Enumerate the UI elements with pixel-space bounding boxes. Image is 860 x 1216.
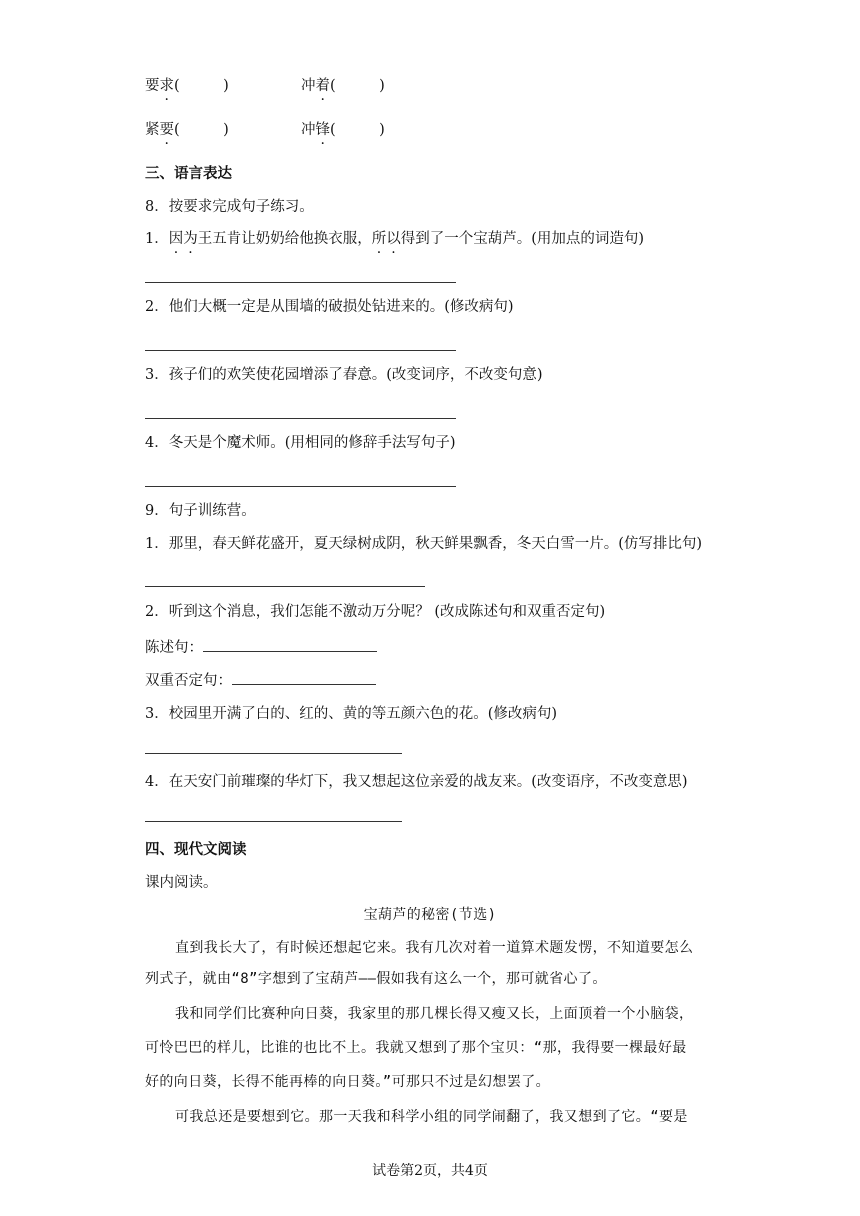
answer-line[interactable] — [145, 586, 425, 587]
vocab-item-chongzhe: 冲着( ) — [301, 78, 385, 94]
answer-line[interactable] — [232, 670, 376, 685]
dotted-char: 为 — [183, 231, 198, 247]
answer-line[interactable] — [145, 821, 402, 822]
section-heading-3: 三、语言表达 — [145, 166, 232, 182]
reading-intro: 课内阅读。 — [145, 875, 218, 891]
answer-line[interactable] — [145, 282, 456, 283]
double-negative-answer: 双重否定句： — [145, 670, 376, 691]
dotted-char: 因 — [168, 231, 184, 247]
passage-title: 宝葫芦的秘密(节选) — [363, 907, 497, 923]
page-footer: 试卷第2页，共4页 — [372, 1163, 488, 1179]
question-8-1: 1．因为王五肯让奶奶给他换衣服，所以得到了一个宝葫芦。(用加点的词造句) — [145, 231, 645, 247]
declarative-answer: 陈述句： — [145, 637, 377, 658]
dotted-char: 要 — [159, 122, 174, 138]
answer-line[interactable] — [203, 637, 377, 652]
dotted-char: 求 — [159, 78, 174, 94]
answer-line[interactable] — [145, 350, 456, 351]
question-8: 8．按要求完成句子练习。 — [145, 199, 314, 215]
passage-line: 直到我长大了，有时候还想起它来。我有几次对着一道算术题发愣，不知道要怎么 — [175, 940, 694, 956]
answer-line[interactable] — [145, 753, 402, 754]
question-8-3: 3．孩子们的欢笑使花园增添了春意。(改变词序，不改变句意) — [145, 367, 543, 383]
answer-line[interactable] — [145, 486, 456, 487]
dotted-char: 所 — [371, 231, 387, 247]
question-8-2: 2．他们大概一定是从围墙的破损处钻进来的。(修改病句) — [145, 299, 514, 315]
question-8-4: 4．冬天是个魔术师。(用相同的修辞手法写句子) — [145, 435, 456, 451]
passage-line: 可我总还是要想到它。那一天我和科学小组的同学闹翻了，我又想到了它。“要是 — [175, 1109, 688, 1125]
passage-line: 可怜巴巴的样儿，比谁的也比不上。我就又想到了那个宝贝：“那，我得要一棵最好最 — [145, 1040, 687, 1056]
question-9-2: 2．听到这个消息，我们怎能不激动万分呢？ (改成陈述句和双重否定句) — [145, 604, 606, 620]
question-9-1: 1．那里，春天鲜花盛开，夏天绿树成阴，秋天鲜果飘香，冬天白雪一片。(仿写排比句) — [145, 536, 703, 552]
question-9: 9．句子训练营。 — [145, 503, 256, 519]
passage-line: 好的向日葵，长得不能再棒的向日葵。”可那只不过是幻想罢了。 — [145, 1074, 551, 1090]
passage-line: 我和同学们比赛种向日葵，我家里的那几棵长得又瘦又长，上面顶着一个小脑袋， — [175, 1006, 694, 1022]
answer-line[interactable] — [145, 418, 456, 419]
section-heading-4: 四、现代文阅读 — [145, 842, 247, 858]
vocab-item-jinyao: 紧要( ) — [145, 122, 229, 138]
vocab-item-chongfeng: 冲锋( ) — [301, 122, 385, 138]
vocab-item-yaoqiu: 要求( ) — [145, 78, 229, 94]
passage-line: 列式子，就由“8”字想到了宝葫芦——假如我有这么一个，那可就省心了。 — [145, 971, 607, 987]
dotted-char: 锋 — [315, 122, 330, 138]
dotted-char: 以 — [386, 231, 401, 247]
dotted-char: 着 — [315, 78, 330, 94]
question-9-4: 4．在天安门前璀璨的华灯下，我又想起这位亲爱的战友来。(改变语序，不改变意思) — [145, 774, 688, 790]
question-9-3: 3．校园里开满了白的、红的、黄的等五颜六色的花。(修改病句) — [145, 706, 558, 722]
